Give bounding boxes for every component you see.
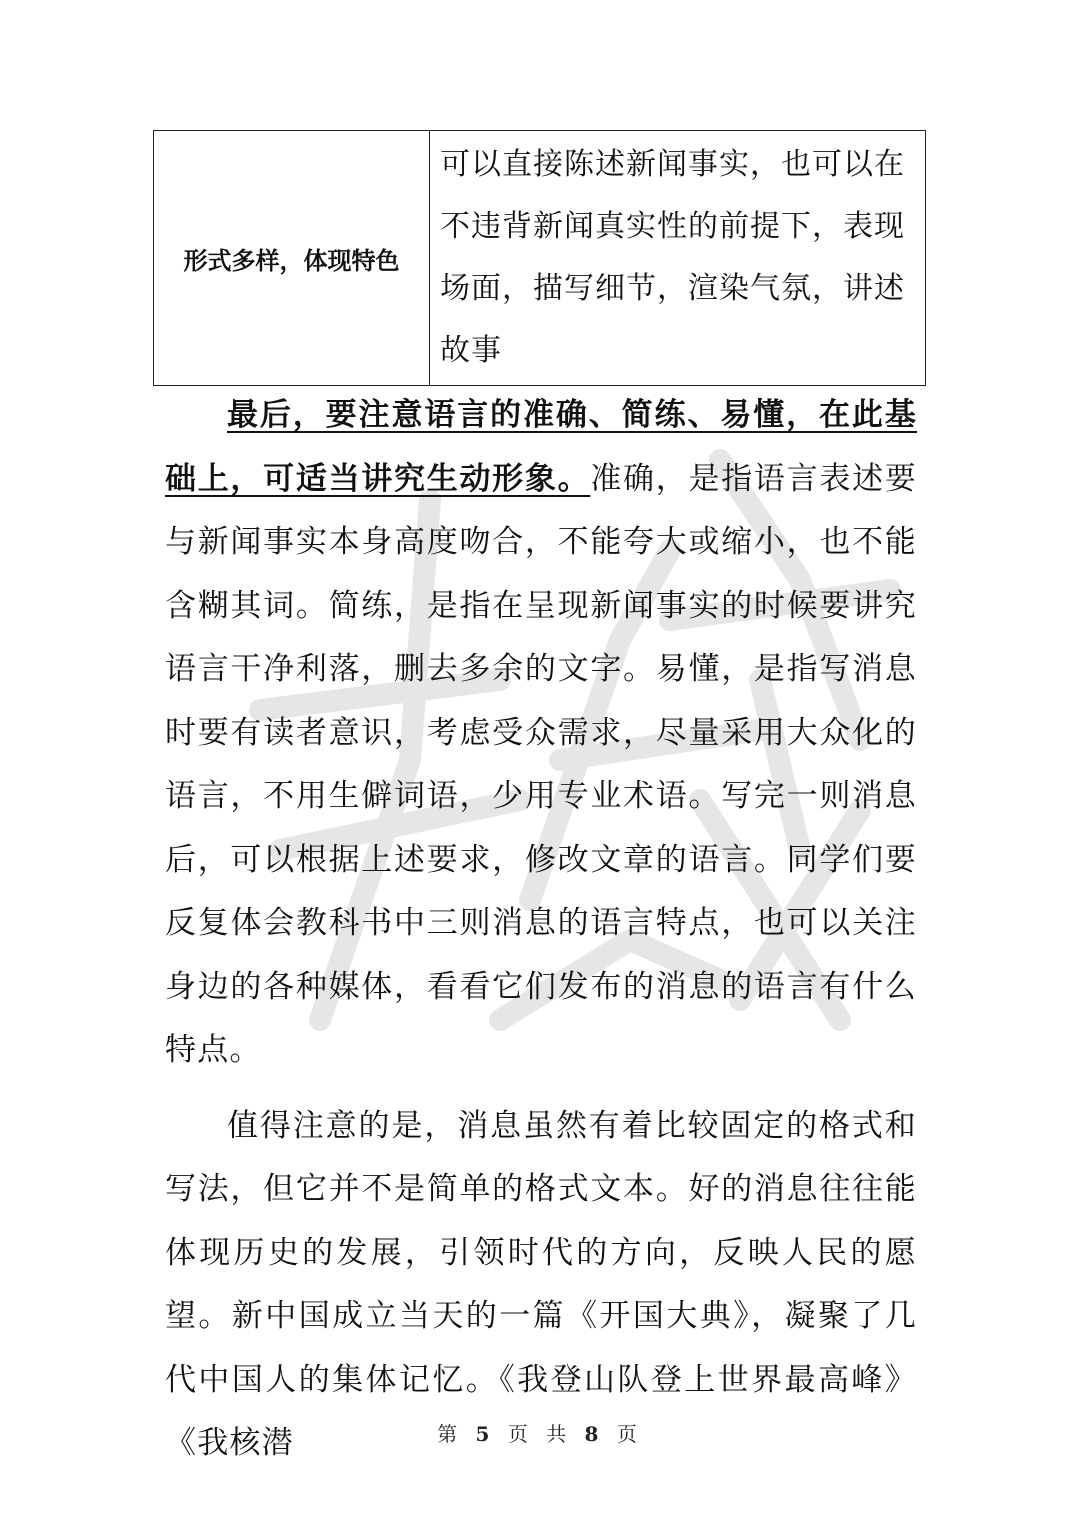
- paragraph-text: 值得注意的是，消息虽然有着比较固定的格式和写法，但它并不是简单的格式文本。好的消息往往能体现历史的发展，引领时代的方向，反映人民的愿望。新中国成立当天的一篇《开国大典》，凝聚了几代中国人的集体记忆。《我登山队登上世界最高峰》《我核潜: [165, 1107, 917, 1461]
- page-suffix: 页: [616, 1422, 643, 1446]
- page-middle: 页 共: [507, 1422, 573, 1446]
- page-prefix: 第: [437, 1422, 464, 1446]
- page-number: 5: [475, 1422, 496, 1446]
- page-total: 8: [584, 1422, 605, 1446]
- paragraph-text: 准确，是指语言表述要与新闻事实本身高度吻合，不能夸大或缩小，也不能含糊其词。简练，是指在呈现新闻事实的时候要讲究语言干净利落，删去多余的文字。易懂，是指写消息时要有读者意识，考虑受众需求，尽量采用大众化的语言，不用生僻词语，少用专业术语。写完一则消息后，可以根据上述要求，修改文章的语言。同学们要反复体会教科书中三则消息的语言特点，也可以关注身边的各种媒体，看看它们发布的消息的语言有什么特点。: [165, 460, 918, 1068]
- emphasized-sentence: 最后，要注意语言的准确、简练、易懂，在此基础上，可适当讲究生动形象。: [165, 397, 917, 497]
- page-footer: [0, 1418, 1080, 1447]
- table-row-label: 形式多样，体现特色: [154, 131, 430, 386]
- document-body: [165, 384, 917, 1476]
- table-row-content: 可以直接陈述新闻事实，也可以在不违背新闻真实性的前提下，表现场面，描写细节，渲染气氛，讲述故事: [430, 131, 926, 386]
- paragraph-language-requirements: [165, 384, 917, 1083]
- table-row: [154, 131, 926, 386]
- content-table: [153, 130, 926, 386]
